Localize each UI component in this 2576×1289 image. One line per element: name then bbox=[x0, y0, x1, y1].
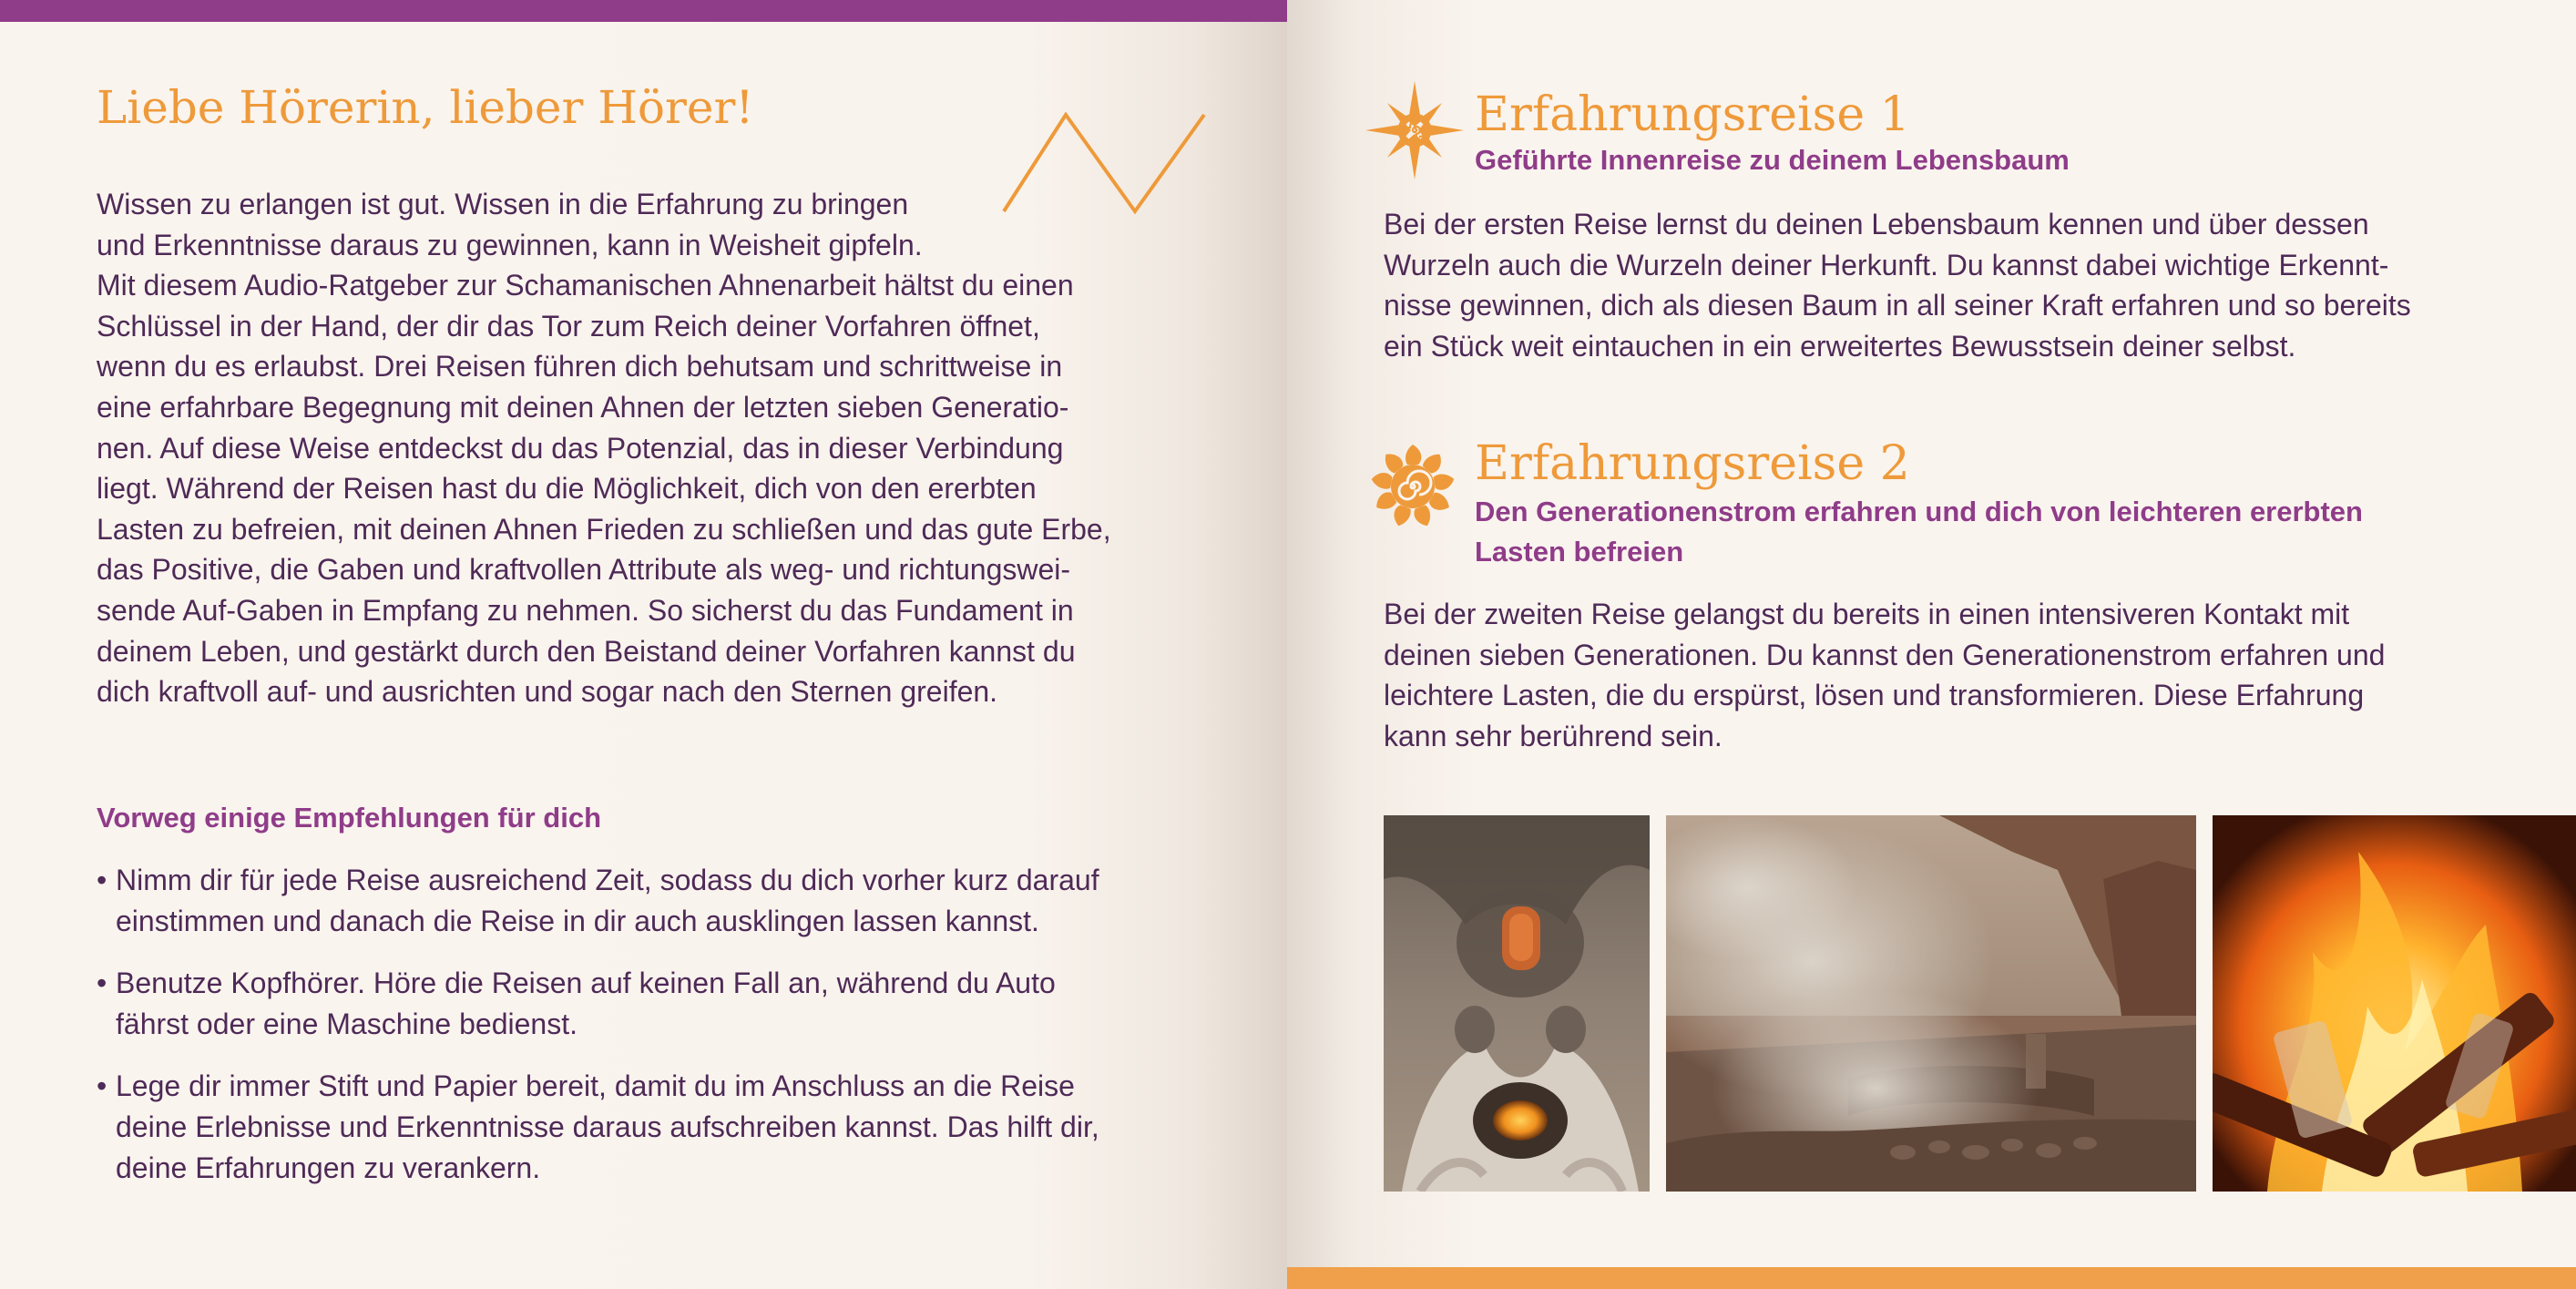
journey-1-text-line: nisse gewinnen, dich als diesen Baum in all seiner Kraft erfahren und so bereits bbox=[1384, 289, 2411, 322]
list-item bbox=[97, 963, 1235, 1044]
intro-line: wenn du es erlaubst. Drei Reisen führen dich behutsam und schrittweise in bbox=[97, 350, 1063, 384]
journey-1-subtitle bbox=[1475, 140, 2070, 180]
journey-1-text-line: ein Stück weit eintauchen in ein erweitertes Bewusstsein deiner selbst. bbox=[1384, 329, 2296, 363]
intro-line: Wissen zu erlangen ist gut. Wissen in die Erfahrung zu bringen bbox=[97, 188, 909, 220]
journey-2-text bbox=[1384, 594, 2550, 756]
journey-1-text-line: Bei der ersten Reise lernst du deinen Lebensbaum kennen und über dessen bbox=[1384, 208, 2369, 240]
intro-line: deinem Leben, und gestärkt durch den Beistand deiner Vorfahren kannst du bbox=[97, 634, 1076, 668]
journey-2-text-line: leichtere Lasten, die du erspürst, lösen und transformieren. Diese Erfahrung bbox=[1384, 679, 2365, 712]
journey-2-subtitle-line: Den Generationenstrom erfahren und dich von leichteren ererbten bbox=[1475, 496, 2363, 527]
intro-line: Schlüssel in der Hand, der dir das Tor zum Reich deiner Vorfahren öffnet, bbox=[97, 309, 1040, 343]
intro-line: liegt. Während der Reisen hast du die Möglichkeit, dich von den ererbten bbox=[97, 472, 1037, 506]
intro-line: und Erkenntnisse daraus zu gewinnen, kann in Weisheit gipfeln. bbox=[97, 228, 923, 261]
photo-smoking-ruins bbox=[1666, 815, 2196, 1192]
list-item-line: Benutze Kopfhörer. Höre die Reisen auf keinen Fall an, während du Auto bbox=[116, 967, 1056, 1000]
journey-2-text-line: kann sehr berührend sein. bbox=[1384, 719, 1722, 752]
list-item bbox=[97, 860, 1235, 941]
spiral-sun-icon bbox=[1369, 443, 1457, 530]
bottom-orange-bar bbox=[1287, 1267, 2576, 1289]
journey-2-text-line: deinen sieben Generationen. Du kannst den Generationenstrom erfahren und bbox=[1384, 638, 2386, 671]
top-purple-bar bbox=[0, 0, 1287, 22]
intro-line: dich kraftvoll auf- und ausrichten und sogar nach den Sternen greifen. bbox=[97, 675, 998, 709]
journey-2-subtitle bbox=[1475, 492, 2363, 572]
intro-line: Mit diesem Audio-Ratgeber zur Schamanischen Ahnenarbeit hältst du einen bbox=[97, 269, 1074, 302]
list-item-line: fährst oder eine Maschine bedienst. bbox=[116, 1007, 578, 1040]
journey-1-subtitle-line: Geführte Innenreise zu deinem Lebensbaum bbox=[1475, 144, 2070, 176]
list-item-line: deine Erlebnisse und Erkenntnisse daraus aufschreiben kannst. Das hilft dir, bbox=[116, 1110, 1099, 1143]
page-title: Liebe Hörerin, lieber Hörer! bbox=[97, 81, 754, 134]
intro-line: eine erfahrbare Begegnung mit deinen Ahnen der letzten sieben Generatio- bbox=[97, 390, 1069, 424]
compass-star-icon bbox=[1365, 80, 1465, 180]
intro-line: Lasten zu befreien, mit deinen Ahnen Frieden zu schließen und das gute Erbe, bbox=[97, 512, 1111, 546]
photo-stone-sculpture bbox=[1384, 815, 1650, 1192]
intro-paragraph bbox=[97, 184, 1235, 712]
journey-2-title: Erfahrungsreise 2 bbox=[1475, 436, 1910, 491]
journey-2-text-line: Bei der zweiten Reise gelangst du bereits in einen intensiveren Kontakt mit bbox=[1384, 598, 2350, 630]
bullet-dot: • bbox=[97, 864, 107, 896]
list-item-line: Lege dir immer Stift und Papier bereit, damit du im Anschluss an die Reise bbox=[116, 1069, 1075, 1103]
journey-1-text bbox=[1384, 204, 2550, 366]
journey-2-subtitle-line: Lasten befreien bbox=[1475, 536, 1684, 568]
recommendations-list bbox=[97, 860, 1235, 1210]
list-item-line: einstimmen und danach die Reise in dir auch ausklingen lassen kannst. bbox=[116, 904, 1039, 937]
list-item-line: deine Erfahrungen zu verankern. bbox=[116, 1151, 541, 1184]
bullet-dot: • bbox=[97, 1069, 107, 1103]
journey-1-title: Erfahrungsreise 1 bbox=[1475, 87, 1910, 142]
intro-line: das Positive, die Gaben und kraftvollen Attribute als weg- und richtungswei- bbox=[97, 553, 1071, 587]
recommendations-heading: Vorweg einige Empfehlungen für dich bbox=[97, 802, 602, 834]
journey-1-text-line: Wurzeln auch die Wurzeln deiner Herkunft. Du kannst dabei wichtige Erkennt- bbox=[1384, 248, 2389, 281]
list-item bbox=[97, 1066, 1235, 1188]
photo-campfire bbox=[2213, 815, 2576, 1192]
bullet-dot: • bbox=[97, 967, 107, 1000]
intro-line: nen. Auf diese Weise entdeckst du das Potenzial, das in dieser Verbindung bbox=[97, 431, 1064, 465]
list-item-line: Nimm dir für jede Reise ausreichend Zeit, sodass du dich vorher kurz darauf bbox=[116, 864, 1099, 896]
intro-line: sende Auf-Gaben in Empfang zu nehmen. So sicherst du das Fundament in bbox=[97, 593, 1074, 627]
